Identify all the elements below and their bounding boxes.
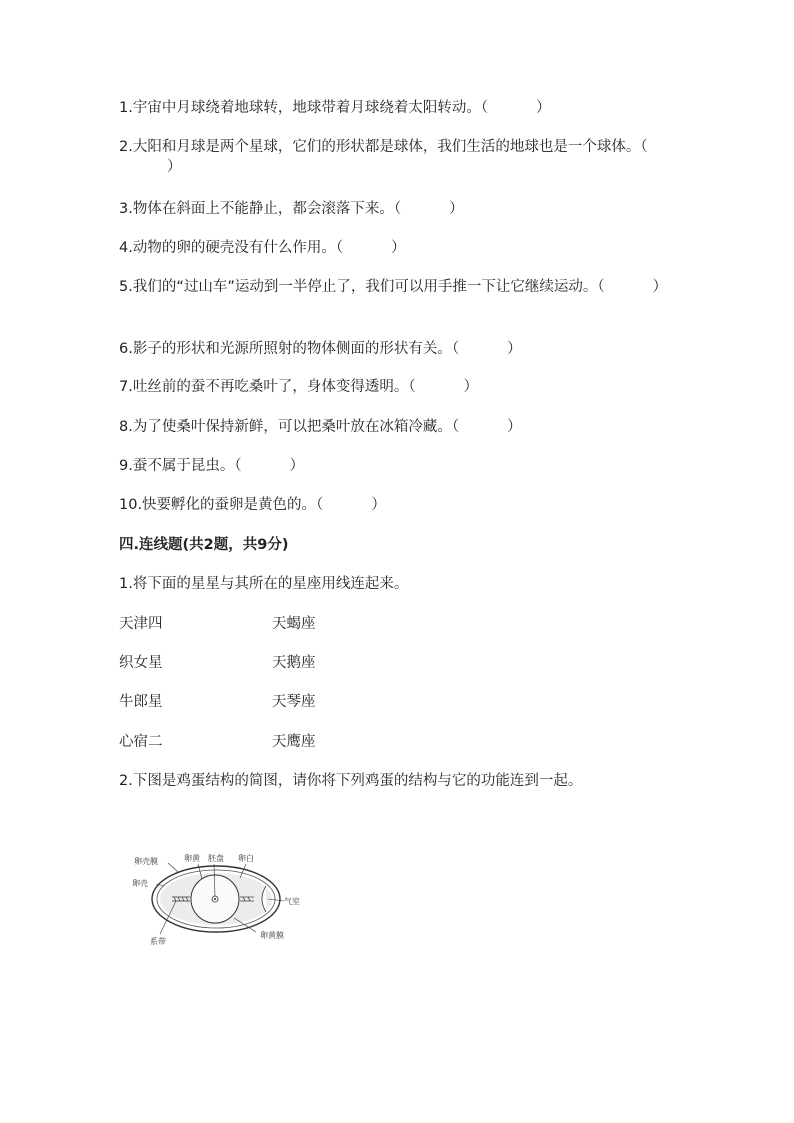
judgment-3	[119, 197, 464, 218]
label-air-cell: 气室	[284, 897, 300, 906]
judgment-7	[119, 375, 478, 396]
constellation-item[interactable]: 天鹰座	[272, 734, 316, 750]
label-shell-membrane: 卵壳膜	[134, 857, 158, 866]
germinal-disc-center	[214, 898, 216, 900]
label-shell: 卵壳	[132, 879, 148, 888]
judgment-3-close: ）	[449, 201, 464, 217]
label-yolk: 卵黄	[184, 854, 200, 863]
judgment-4-close: ）	[391, 240, 406, 256]
judgment-9	[119, 454, 304, 475]
label-albumen: 卵白	[238, 854, 254, 863]
label-chalaza: 系带	[150, 937, 166, 946]
judgment-1	[119, 96, 551, 117]
judgment-4-text: 4.动物的卵的硬壳没有什么作用。（	[119, 240, 344, 256]
judgment-10	[119, 493, 386, 514]
star-item[interactable]: 织女星	[119, 655, 163, 671]
star-item[interactable]: 牛郎星	[119, 694, 163, 710]
judgment-7-close: ）	[463, 379, 479, 395]
judgment-5	[119, 277, 669, 297]
judgment-10-close: ）	[371, 497, 386, 513]
judgment-6-close: ）	[507, 341, 522, 357]
judgment-5-text: 5.我们的“过山车”运动到一半停止了，我们可以用手推一下让它继续运动。（	[119, 279, 605, 295]
egg-structure-diagram	[128, 848, 308, 950]
label-yolk-membrane: 卵黄膜	[260, 931, 284, 940]
judgment-5-close: ）	[652, 279, 668, 295]
judgment-10-text: 10.快要孵化的蚕卵是黄色的。（	[119, 497, 324, 513]
judgment-3-text: 3.物体在斜面上不能静止，都会滚落下来。（	[119, 201, 402, 217]
judgment-1-text: 1.宇宙中月球绕着地球转，地球带着月球绕着太阳转动。（	[119, 100, 489, 116]
judgment-6-text: 6.影子的形状和光源所照射的物体侧面的形状有关。（	[119, 341, 460, 357]
constellation-item[interactable]: 天鹅座	[272, 655, 316, 671]
star-item[interactable]: 心宿二	[119, 734, 163, 750]
label-germinal-disc: 胚盘	[208, 854, 224, 863]
judgment-7-text: 7.吐丝前的蚕不再吃桑叶了，身体变得透明。（	[119, 379, 416, 395]
section-heading: 四.连线题(共2题，共9分)	[119, 537, 289, 553]
judgment-1-close: ）	[536, 100, 551, 116]
matching-question-1: 1.将下面的星星与其所在的星座用线连起来。	[119, 576, 409, 592]
judgment-2-close: ）	[167, 159, 182, 175]
judgment-8-text: 8.为了使桑叶保持新鲜，可以把桑叶放在冰箱冷藏。（	[119, 419, 460, 435]
matching-question-2: 2.下图是鸡蛋结构的简图，请你将下列鸡蛋的结构与它的功能连到一起。	[119, 773, 583, 789]
judgment-9-text: 9.蚕不属于昆虫。（	[119, 458, 242, 474]
judgment-2	[119, 137, 669, 177]
constellation-item[interactable]: 天琴座	[272, 694, 316, 710]
judgment-8	[119, 415, 522, 436]
constellation-item[interactable]: 天蝎座	[272, 616, 316, 632]
judgment-2-text: 2.大阳和月球是两个星球，它们的形状都是球体，我们生活的地球也是一个球体。（	[119, 139, 648, 155]
judgment-4	[119, 236, 406, 257]
star-item[interactable]: 天津四	[119, 616, 163, 632]
judgment-6	[119, 337, 522, 358]
judgment-9-close: ）	[289, 458, 305, 474]
judgment-8-close: ）	[507, 419, 522, 435]
